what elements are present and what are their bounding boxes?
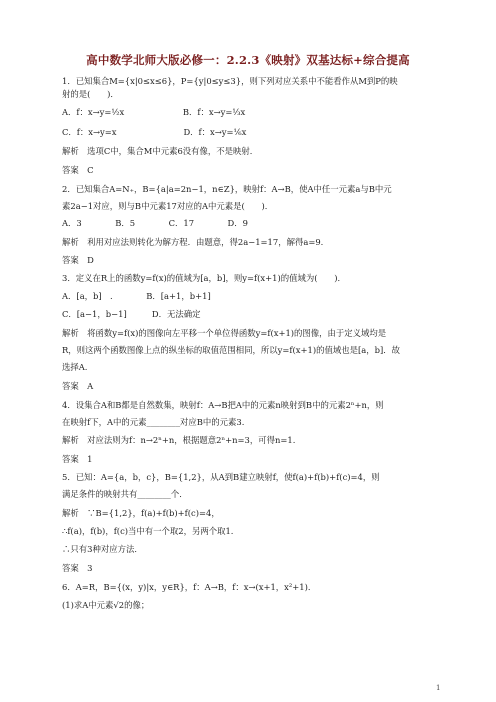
text-line: A．f：x→y=½x B．f：x→y=⅓x [62,107,246,117]
text-line: 答案 1 [62,454,93,464]
text-line: 解析 对应法则为f：n→2ⁿ+n，根据题意2ⁿ+n=3，可得n=1. [62,435,296,445]
text-line: 解析 ∵B={1,2}，f(a)+f(b)+f(c)=4， [62,508,220,518]
text-line: C．f：x→y=x D．f：x→y=⅙x [62,127,247,137]
text-line: ∴f(a)，f(b)，f(c)当中有一个取2，另两个取1. [62,526,234,536]
text-line: 1．已知集合M={x|0≤x≤6}，P={y|0≤y≤3}，则下列对应关系中不能看作从M到P的映 [62,76,398,86]
text-line: A．[a，b] . B．[a+1，b+1] [62,291,211,301]
text-line: 答案 C [62,165,94,175]
page-title: 高中数学北师大版必修一：2.2.3《映射》双基达标+综合提高 [86,53,410,67]
text-line: 2．已知集合A=N₊，B={a|a=2n−1，n∈Z}，映射f：A→B，使A中任一元素a与B中元 [62,184,392,194]
page-number: 1 [436,684,441,692]
text-line: 5．已知：A={a，b，c}，B={1,2}，从A到B建立映射f，使f(a)+f(b)+f(c)=4，则 [62,472,380,482]
text-line: R，则这两个函数图像上点的纵坐标的取值范围相同，所以y=f(x+1)的值域也是[a，b]．故 [62,345,401,355]
text-line: 素2a−1对应，则与B中元素17对应的A中元素是( )． [62,201,274,211]
text-line: 选择A. [62,362,88,372]
text-line: A．3 B．5 C．17 D．9 [62,218,248,228]
text-line: 3．定义在R上的函数y=f(x)的值域为[a，b]，则y=f(x+1)的值域为( )． [62,273,346,283]
text-line: ∴只有3种对应方法． [62,544,143,554]
text-line: 6．A=R，B={(x，y)|x，y∈R}，f：A→B，f：x→(x+1，x²+1)． [62,582,317,592]
text-line: 解析 将函数y=f(x)的图像向左平移一个单位得函数y=f(x+1)的图像，由于定义域均是 [62,328,387,338]
text-line: 答案 3 [62,563,93,573]
text-line: 答案 A [62,381,94,391]
text-line: 解析 选项C中，集合M中元素6没有像，不是映射． [62,146,259,156]
text-line: 在映射f下，A中的元素________对应B中的元素3. [62,417,245,427]
text-line: 解析 利用对应法则转化为解方程．由题意，得2a−1=17，解得a=9. [62,237,324,247]
text-line: (1)求A中元素√2的像； [62,600,150,610]
text-line: C．[a−1，b−1] D．无法确定 [62,309,201,319]
text-line: 4．设集合A和B都是自然数集，映射f：A→B把A中的元素n映射到B中的元素2ⁿ+n，则 [62,400,384,410]
text-line: 射的是( )． [62,89,119,99]
text-line: 答案 D [62,255,94,265]
text-line: 满足条件的映射共有________个． [62,489,188,499]
